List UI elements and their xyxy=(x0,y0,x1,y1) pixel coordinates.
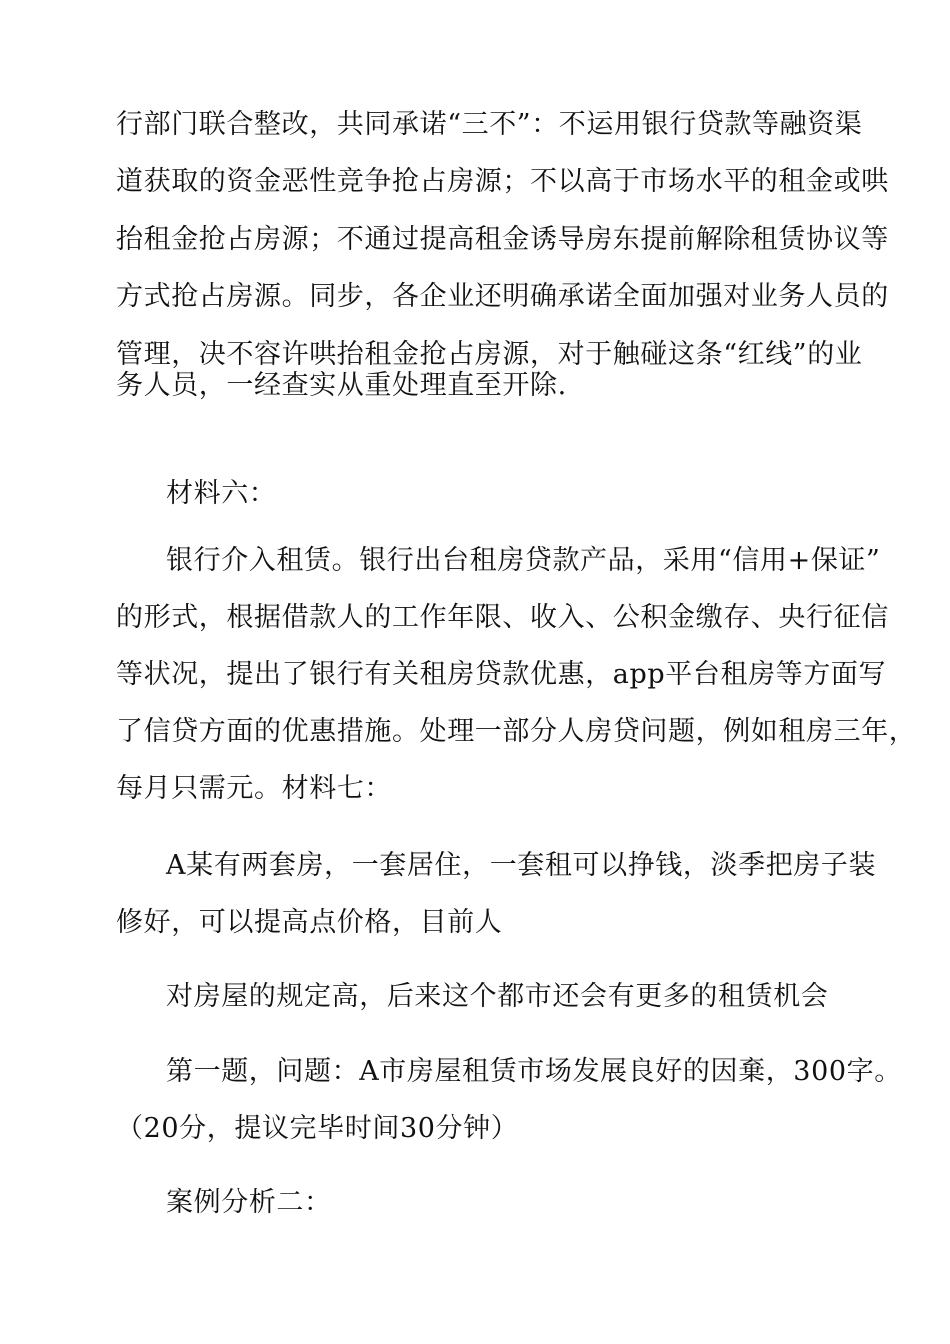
question-note: （20分，提议完毕时间30分钟） xyxy=(116,1113,519,1144)
paragraph-line: A某有两套房，一套居住，一套租可以挣钱，淡季把房子装 xyxy=(166,850,877,881)
section-heading: 材料六： xyxy=(166,478,277,509)
paragraph-line: 了信贷方面的优惠措施。处理一部分人房贷问题，例如租房三年， xyxy=(116,716,917,747)
paragraph-line: 管理，决不容许哄抬租金抢占房源，对于触碰这条“红线”的业 xyxy=(116,339,863,370)
paragraph-line: 修好，可以提高点价格，目前人 xyxy=(116,907,503,938)
section-heading: 案例分析二： xyxy=(166,1187,332,1218)
paragraph-line: 的形式，根据借款人的工作年限、收入、公积金缴存、央行征信 xyxy=(116,602,889,633)
paragraph-line: 对房屋的规定高，后来这个都市还会有更多的租赁机会 xyxy=(166,981,829,1012)
paragraph-line: 抬租金抢占房源；不通过提高租金诱导房东提前解除租赁协议等 xyxy=(116,224,889,255)
paragraph-line: 行部门联合整改，共同承诺“三不”：不运用银行贷款等融资渠 xyxy=(116,109,863,140)
paragraph-line: 方式抢占房源。同步，各企业还明确承诺全面加强对业务人员的 xyxy=(116,281,889,312)
paragraph-line: 道获取的资金恶性竞争抢占房源；不以高于市场水平的租金或哄 xyxy=(116,166,889,197)
paragraph-line: 等状况，提出了银行有关租房贷款优惠，app平台租房等方面写 xyxy=(116,659,887,690)
question-line: 第一题，问题：A市房屋租赁市场发展良好的因棄，300字。 xyxy=(166,1056,902,1087)
paragraph-line: 银行介入租赁。银行出台租房贷款产品，采用“信用+保证” xyxy=(166,545,881,576)
paragraph-line: 务人员，一经查实从重处理直至开除. xyxy=(116,370,567,401)
paragraph-line: 每月只需元。材料七： xyxy=(116,773,392,804)
